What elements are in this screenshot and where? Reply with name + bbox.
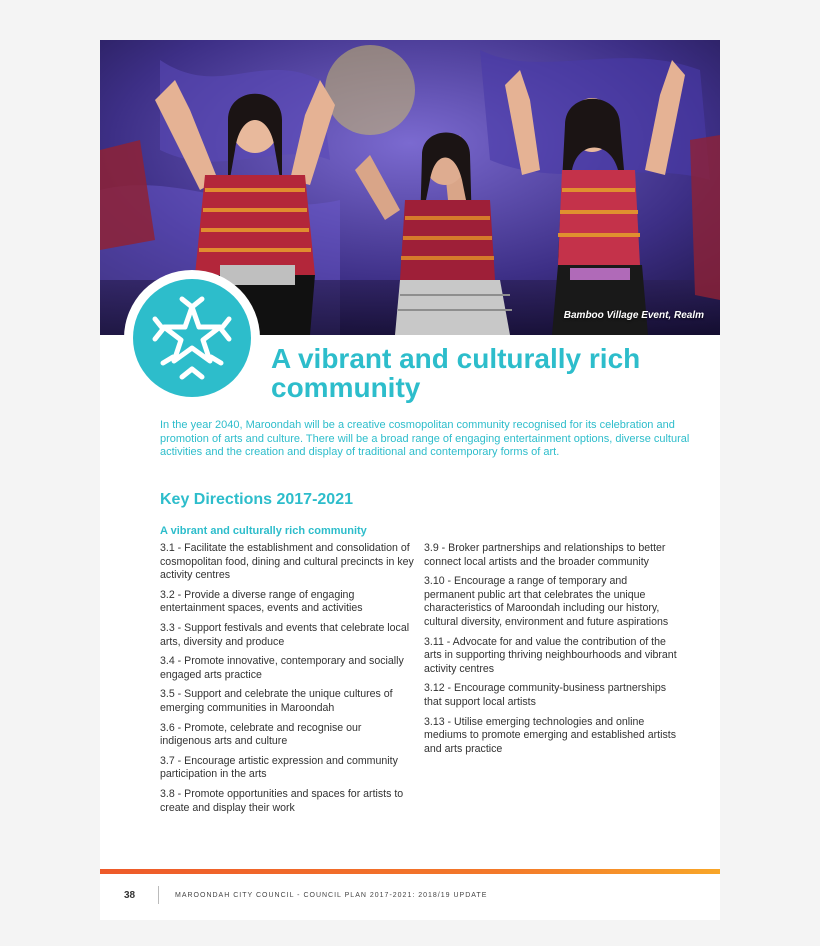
- direction-item: 3.4 - Promote innovative, contemporary and socially engaged arts practice: [160, 655, 404, 681]
- direction-item: 3.11 - Advocate for and value the contribution of the arts in supporting thriving neighbourhoods and vibrant activity centres: [424, 635, 677, 675]
- direction-item: 3.6 - Promote, celebrate and recognise our indigenous arts and culture: [160, 721, 362, 748]
- directions-column-right: [424, 542, 679, 762]
- direction-item: 3.1 - Facilitate the establishment and consolidation of cosmopolitan food, dining and cultural precincts in key activity centres: [160, 542, 414, 582]
- key-directions-heading: Key Directions 2017-2021: [160, 491, 353, 508]
- document-page: [100, 40, 720, 920]
- page-title: A vibrant and culturally rich community: [271, 343, 641, 403]
- directions-column-left: [160, 542, 415, 821]
- direction-item: 3.9 - Broker partnerships and relationships to better connect local artists and the broader community: [424, 542, 666, 568]
- direction-item: 3.12 - Encourage community-business partnerships that support local artists: [424, 682, 667, 708]
- direction-item: 3.2 - Provide a diverse range of engaging entertainment spaces, events and activities: [160, 588, 363, 615]
- star-snowflake-icon: [133, 279, 251, 397]
- theme-badge-circle: [133, 279, 251, 397]
- intro-paragraph: In the year 2040, Maroondah will be a creative cosmopolitan community recognised for its celebration and promotion of arts and culture. There will be a broad range of engaging entertainment options, diverse cultural activities and the creation and display of traditional and contemporary forms of art.: [160, 419, 690, 459]
- photo-caption: Bamboo Village Event, Realm: [563, 310, 704, 321]
- footer-title: MAROONDAH CITY COUNCIL - COUNCIL PLAN 2017-2021: 2018/19 UPDATE: [175, 892, 488, 899]
- direction-item: 3.7 - Encourage artistic expression and community participation in the arts: [160, 754, 398, 781]
- key-directions-subheading: A vibrant and culturally rich community: [160, 525, 367, 537]
- theme-badge: [124, 270, 260, 406]
- page-number: 38: [124, 890, 136, 901]
- direction-item: 3.8 - Promote opportunities and spaces for artists to create and display their work: [160, 787, 404, 814]
- direction-item: 3.3 - Support festivals and events that celebrate local arts, diversity and produce: [160, 621, 410, 648]
- direction-item: 3.13 - Utilise emerging technologies and online mediums to promote emerging and established artists and arts practice: [424, 715, 677, 755]
- direction-item: 3.5 - Support and celebrate the unique cultures of emerging communities in Maroondah: [160, 688, 393, 714]
- direction-item: 3.10 - Encourage a range of temporary and permanent public art that celebrates the unique characteristics of Maroondah including our history, cultural diversity, environment and future aspirations: [424, 575, 669, 628]
- footer-divider: [158, 886, 159, 904]
- footer-color-bar: [100, 869, 720, 874]
